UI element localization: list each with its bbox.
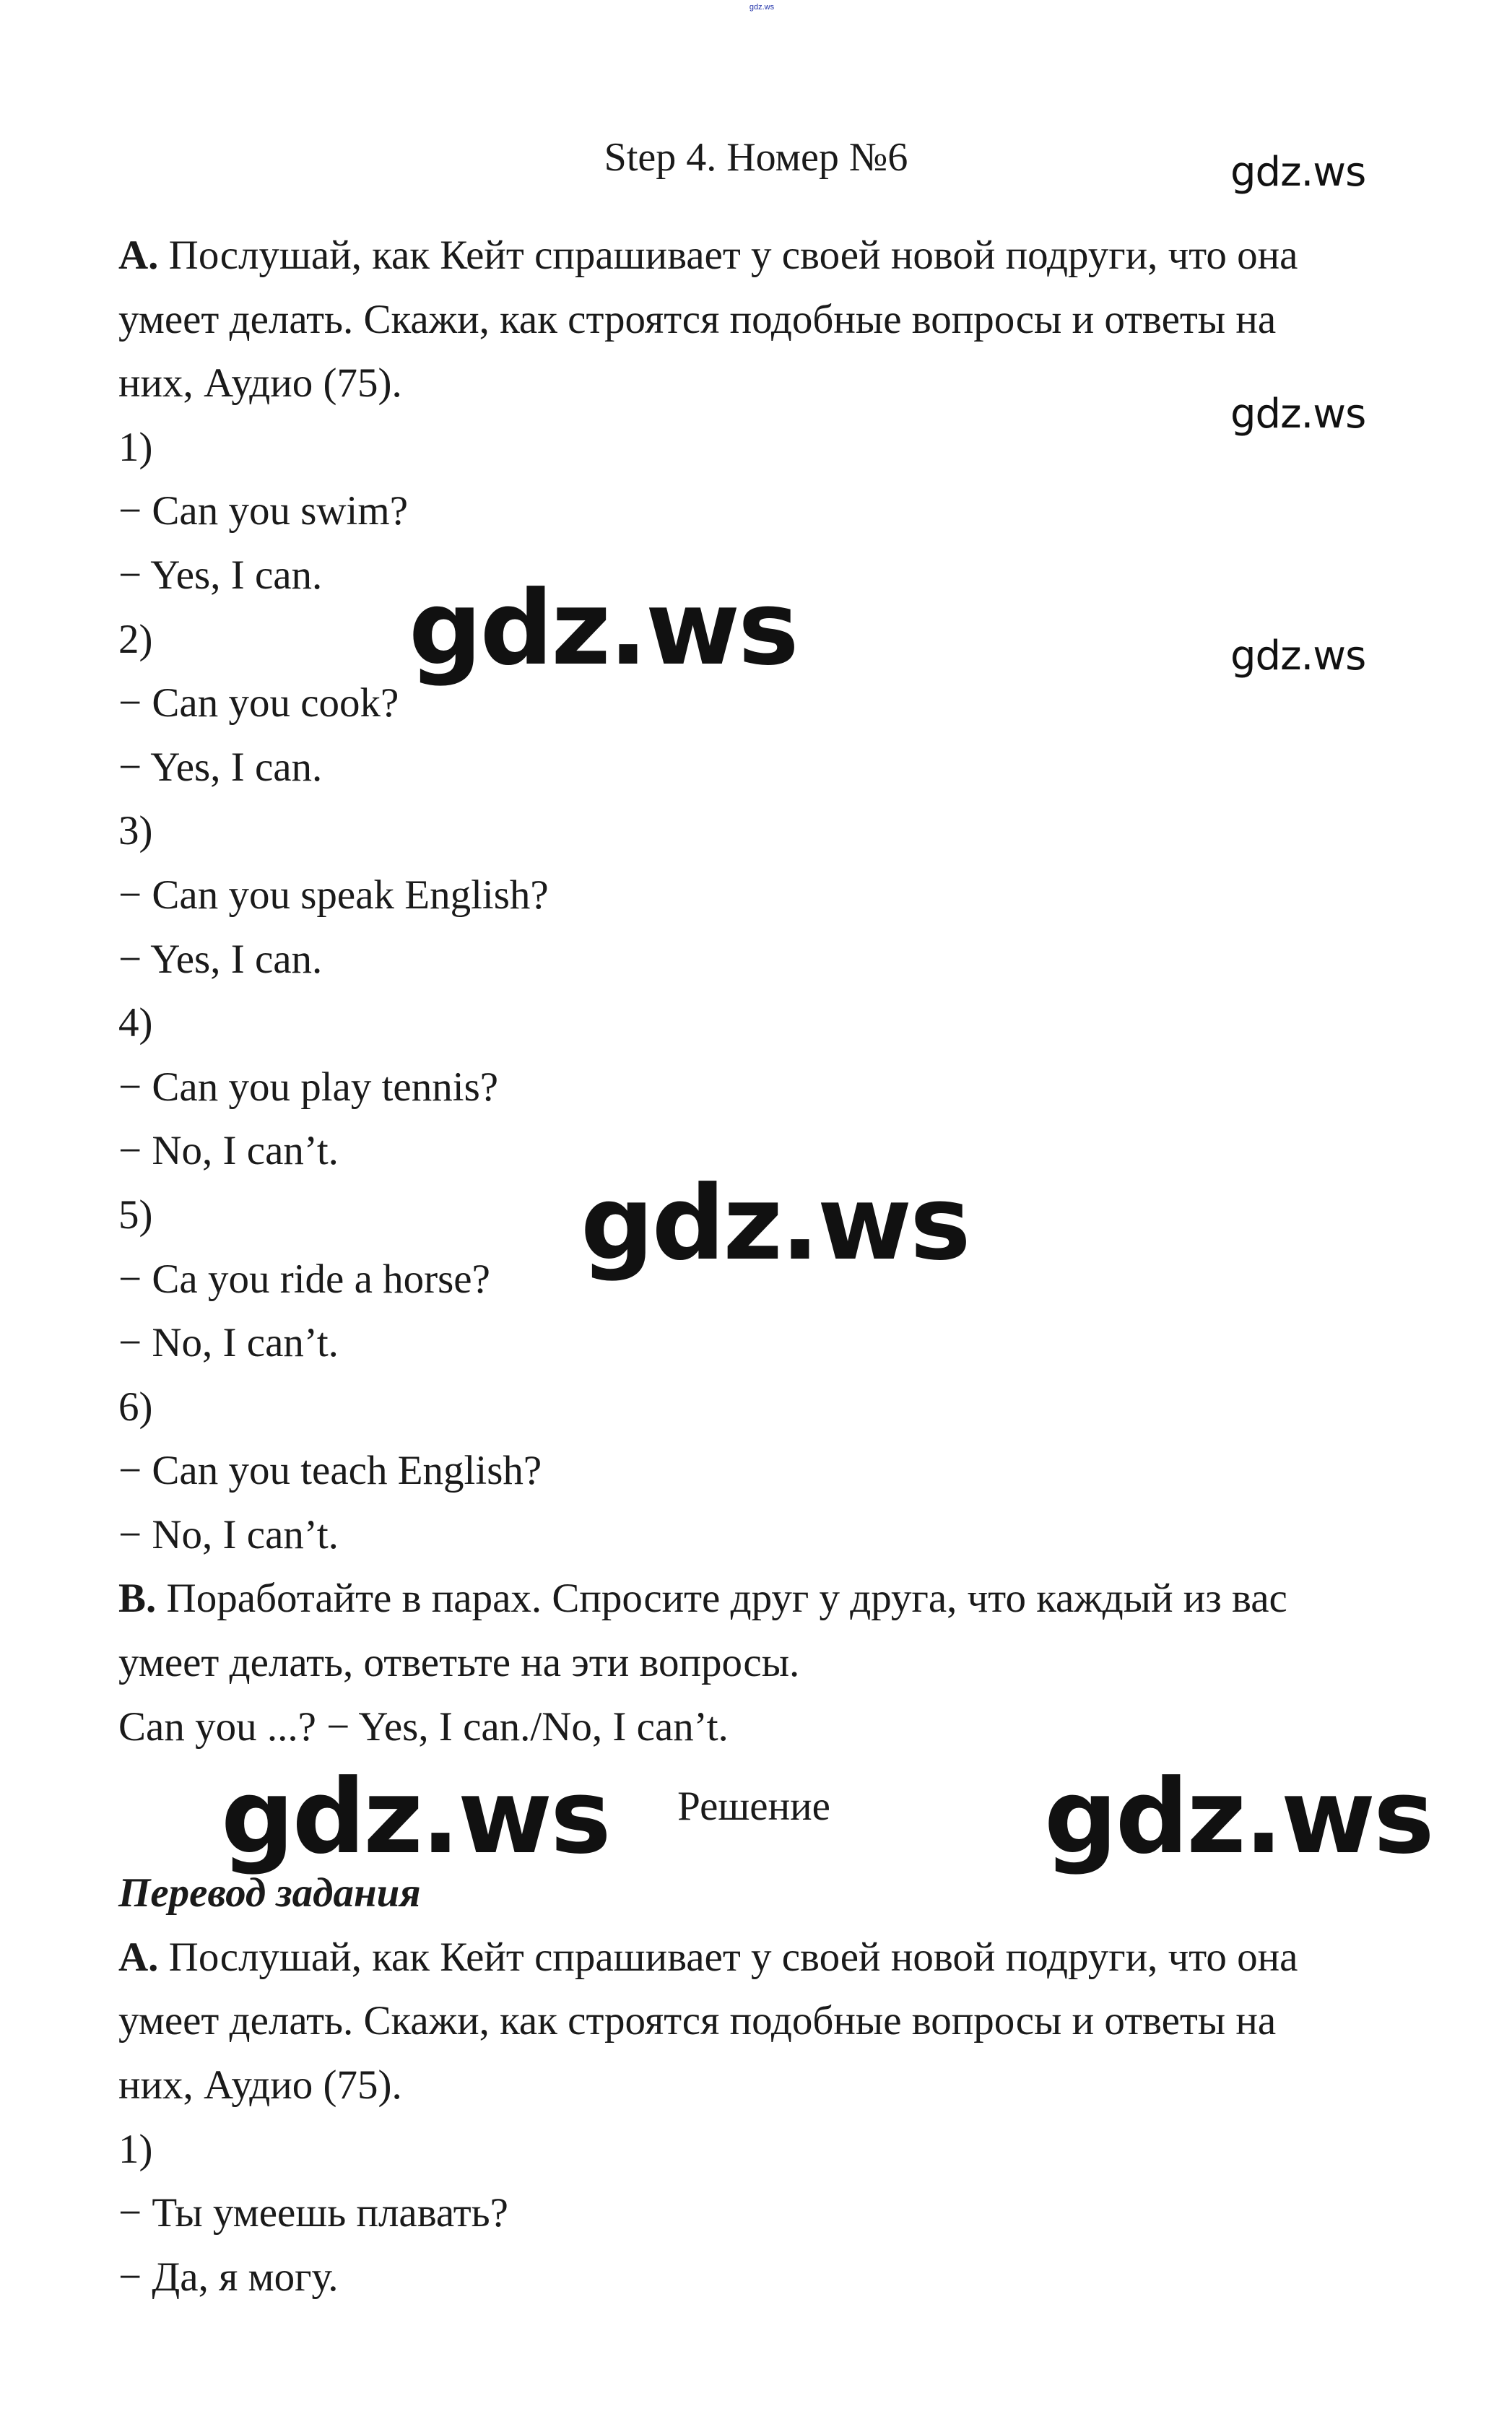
dialogue-5-question: − Ca you ride a horse? <box>118 1256 490 1302</box>
dialogue-5-number: 5) <box>118 1191 153 1238</box>
watermark: gdz.ws <box>581 1164 969 1283</box>
dialogue-4-question: − Can you play tennis? <box>118 1064 499 1110</box>
task-a-label: A. <box>118 233 159 278</box>
watermark: gdz.ws <box>1044 1758 1433 1877</box>
dialogue-1-answer: − Yes, I can. <box>118 552 323 598</box>
translation-text-1: Послушай, как Кейт спрашивает у своей новой подруги, что она <box>158 1934 1298 1980</box>
dialogue-2-number: 2) <box>118 616 153 662</box>
dialogue-2-question: − Can you cook? <box>118 680 399 726</box>
dialogue-3-number: 3) <box>118 808 153 854</box>
watermark: gdz.ws <box>1230 391 1366 438</box>
dialogue-4-number: 4) <box>118 1000 153 1046</box>
translation-text-3: них, Аудио (75). <box>118 2062 402 2109</box>
translation-label: A. <box>118 1934 159 1980</box>
dialogue-3-question: − Can you speak English? <box>118 872 549 918</box>
task-b-example: Can you ...? − Yes, I can./No, I can’t. <box>118 1703 729 1750</box>
watermark: gdz.ws <box>1230 149 1366 196</box>
task-a-line-1 <box>118 224 1389 288</box>
task-a-text-1: Послушай, как Кейт спрашивает у своей новой подруги, что она <box>158 233 1298 278</box>
task-b-line-1 <box>118 1567 1389 1631</box>
translation-number: 1) <box>118 2126 153 2172</box>
dialogue-5-answer: − No, I can’t. <box>118 1320 339 1366</box>
task-b-text-1: Поработайте в парах. Спросите друг у друга, что каждый из вас <box>156 1576 1287 1622</box>
watermark: gdz.ws <box>221 1758 609 1877</box>
page-title: Step 4. Номер №6 <box>604 135 908 180</box>
watermark: gdz.ws <box>1230 633 1366 679</box>
translation-text-2: умеет делать. Скажи, как строятся подобные вопросы и ответы на <box>118 1998 1277 2044</box>
dialogue-3-answer: − Yes, I can. <box>118 936 323 982</box>
dialogue-6-question: − Can you teach English? <box>118 1448 542 1494</box>
dialogue-1-number: 1) <box>118 424 153 470</box>
translation-question: − Ты умеешь плавать? <box>118 2190 508 2236</box>
translation-line-1 <box>118 1926 1389 1990</box>
task-b-label: B. <box>118 1576 157 1622</box>
dialogue-4-answer: − No, I can’t. <box>118 1128 339 1174</box>
watermark: gdz.ws <box>409 569 797 688</box>
dialogue-2-answer: − Yes, I can. <box>118 744 323 790</box>
dialogue-6-answer: − No, I can’t. <box>118 1511 339 1558</box>
dialogue-1-question: − Can you swim? <box>118 488 409 534</box>
task-a-text-3: них, Аудио (75). <box>118 360 402 407</box>
task-b-text-2: умеет делать, ответьте на эти вопросы. <box>118 1640 800 1686</box>
translation-heading: Перевод задания <box>118 1870 421 1916</box>
dialogue-6-number: 6) <box>118 1384 153 1430</box>
solution-label: Решение <box>677 1784 830 1830</box>
task-a-text-2: умеет делать. Скажи, как строятся подобные вопросы и ответы на <box>118 296 1277 342</box>
top-watermark: gdz.ws <box>749 3 775 12</box>
translation-answer: − Да, я могу. <box>118 2254 339 2300</box>
